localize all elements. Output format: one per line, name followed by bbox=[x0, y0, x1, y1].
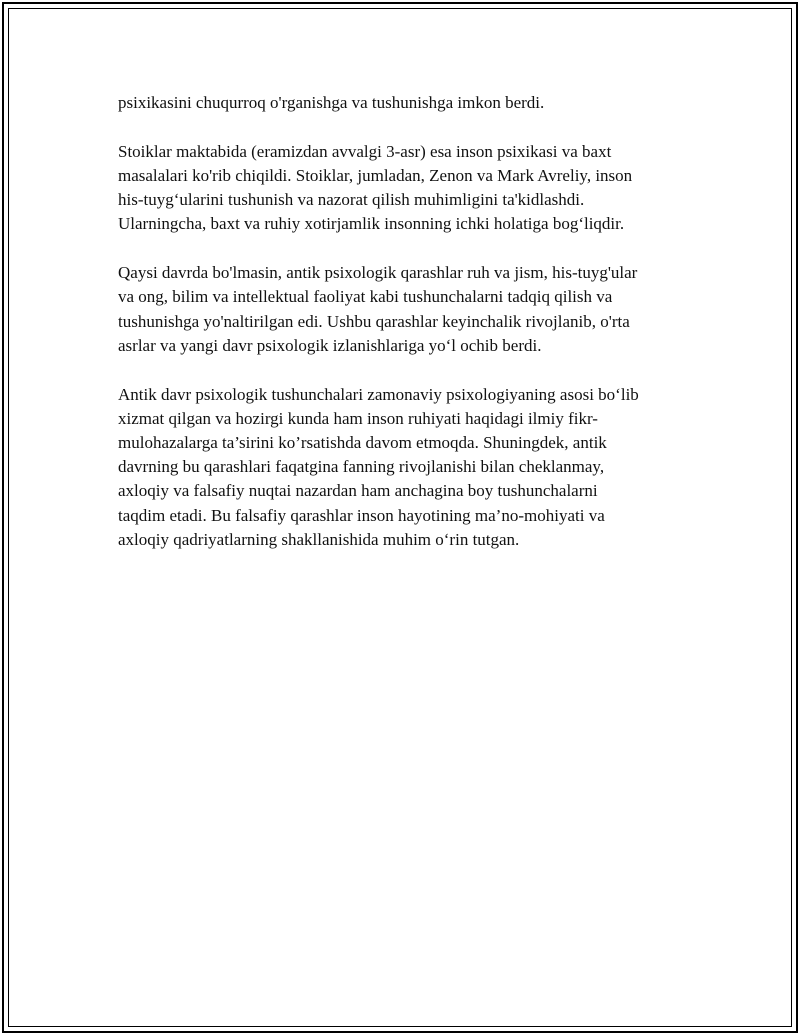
paragraph-3: Qaysi davrda bo'lmasin, antik psixologik qarashlar ruh va jism, his-tuyg'ular va ong, bilim va intellektual faoliyat kabi tushunchalarni tadqiq qilish va tushunishga yo'naltirilgan edi. Ushbu qarashlar keyinchalik rivojlanib, o'rta asrlar va yangi davr psixologik izlanishlariga yo‘l ochib berdi. bbox=[118, 263, 638, 355]
paragraph-4: Antik davr psixologik tushunchalari zamonaviy psixologiyaning asosi bo‘lib xizmat qilgan va hozirgi kunda ham inson ruhiyati haqidagi ilmiy fikr- mulohazalarga ta’sirini ko’rsatishda davom etmoqda. Shuningdek, antik davrning bu qarashlari faqatgina fanning rivojlanishi bilan cheklanmay, axloqiy va falsafiy nuqtai nazardan ham anchagina boy tushunchalarni taqdim etadi. Bu falsafiy qarashlar inson hayotining ma’no-mohiyati va axloqiy qadriyatlarning shakllanishida muhim o‘rin tutgan. bbox=[118, 384, 639, 549]
paragraph-1: psixikasini chuqurroq o'rganishga va tushunishga imkon berdi. bbox=[118, 93, 545, 112]
paragraph-2: Stoiklar maktabida (eramizdan avvalgi 3-asr) esa inson psixikasi va baxt masalalari ko'rib chiqildi. Stoiklar, jumladan, Zenon va Mark Avreliy, inson his-tuyg‘ularini tushunish va nazorat qilish muhimligini ta'kidlashdi. Ularningcha, baxt va ruhiy xotirjamlik insonning ichki holatiga bog‘liqdir. bbox=[118, 141, 633, 234]
document-body bbox=[118, 91, 698, 577]
